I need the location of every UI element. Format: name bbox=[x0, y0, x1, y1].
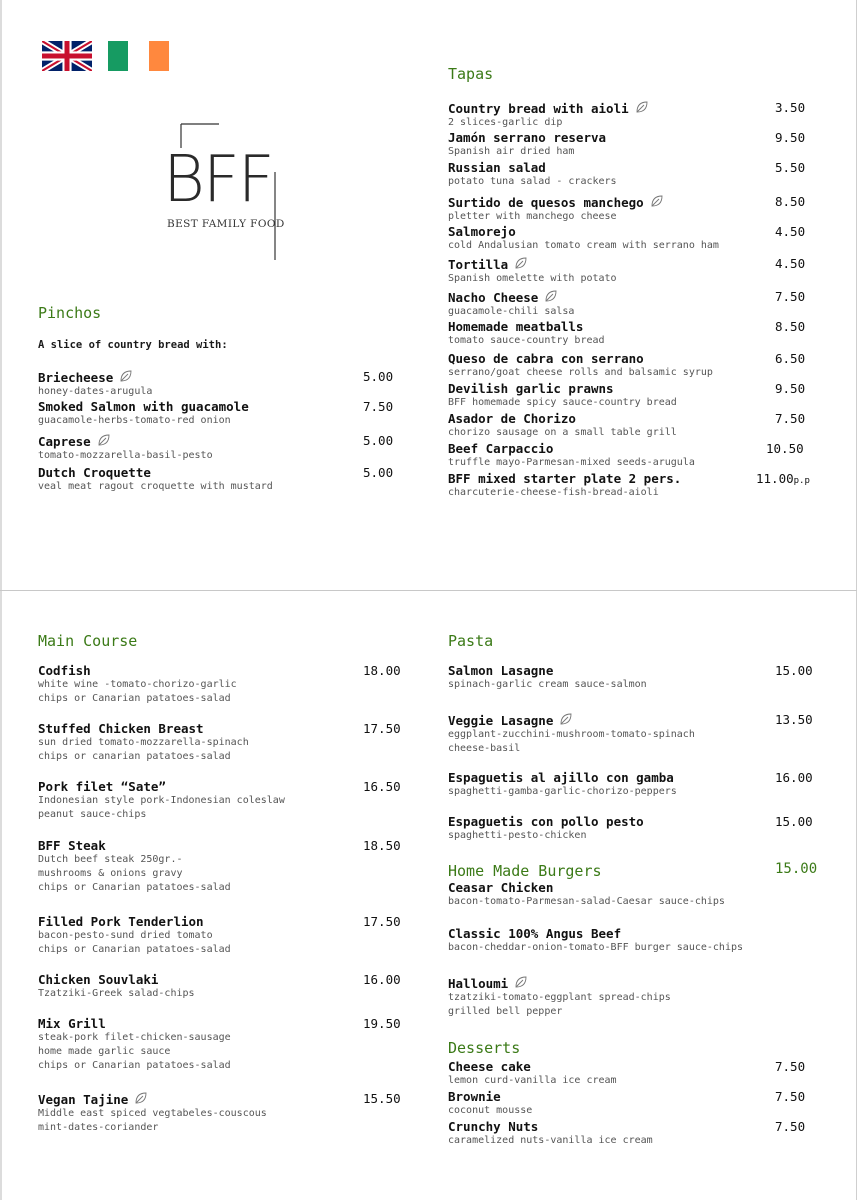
item-desc: steak-pork filet-chicken-sausage bbox=[38, 1032, 231, 1043]
item-name: Stuffed Chicken Breast bbox=[38, 721, 204, 736]
item-desc: bacon-tomato-Parmesan-salad-Caesar sauce-chips bbox=[448, 896, 725, 907]
item-price: 13.50 bbox=[775, 712, 813, 727]
item-price: 7.50 bbox=[775, 1059, 806, 1074]
item-desc: bacon-cheddar-onion-tomato-BFF burger sauce-chips bbox=[448, 942, 744, 953]
tapas-item bbox=[448, 441, 695, 470]
item-name: Asador de Chorizo bbox=[448, 411, 576, 426]
item-name: Nacho Cheese bbox=[448, 290, 539, 305]
tapas-item bbox=[448, 351, 713, 380]
item-desc: charcuterie-cheese-fish-bread-aioli bbox=[448, 487, 659, 498]
leaf-icon bbox=[650, 194, 664, 208]
burgers-title: Home Made Burgers bbox=[448, 862, 602, 880]
leaf-icon bbox=[559, 712, 573, 726]
main-course-item bbox=[38, 663, 237, 706]
item-desc: guacamole-chili salsa bbox=[448, 306, 575, 317]
leaf-icon bbox=[544, 289, 558, 303]
item-price: 4.50 bbox=[775, 224, 806, 239]
item-price: 7.50 bbox=[775, 1119, 806, 1134]
item-desc: pletter with manchego cheese bbox=[448, 211, 617, 222]
item-name: Salmorejo bbox=[448, 224, 516, 239]
pinchos-item bbox=[38, 399, 249, 428]
item-desc: mint-dates-coriander bbox=[38, 1122, 159, 1133]
item-desc: honey-dates-arugula bbox=[38, 386, 153, 397]
item-name: Queso de cabra con serrano bbox=[448, 351, 644, 366]
pinchos-intro: A slice of country bread with: bbox=[38, 339, 228, 351]
item-desc: chips or Canarian patatoes-salad bbox=[38, 944, 231, 955]
item-price: 6.50 bbox=[775, 351, 806, 366]
item-name: Veggie Lasagne bbox=[448, 713, 554, 728]
item-price: 19.50 bbox=[363, 1016, 401, 1031]
item-price: 17.50 bbox=[363, 914, 401, 929]
main-course-item bbox=[38, 1091, 267, 1135]
item-desc: peanut sauce-chips bbox=[38, 809, 147, 820]
item-desc: 2 slices-garlic dip bbox=[448, 117, 563, 128]
main-course-item bbox=[38, 779, 285, 822]
pasta-item bbox=[448, 712, 695, 756]
page-edge-left bbox=[0, 0, 2, 1200]
dessert-item bbox=[448, 1059, 617, 1088]
item-price: 3.50 bbox=[775, 100, 806, 115]
item-desc: veal meat ragout croquette with mustard bbox=[38, 481, 273, 492]
dessert-item bbox=[448, 1119, 653, 1148]
item-desc: Spanish air dried ham bbox=[448, 146, 575, 157]
item-price: 18.50 bbox=[363, 838, 401, 853]
item-name: BFF mixed starter plate 2 pers. bbox=[448, 471, 682, 486]
item-price bbox=[756, 471, 810, 489]
main-course-item bbox=[38, 721, 249, 764]
item-name: Russian salad bbox=[448, 160, 546, 175]
item-desc: mushrooms & onions gravy bbox=[38, 868, 183, 879]
item-price: 4.50 bbox=[775, 256, 806, 271]
item-price: 9.50 bbox=[775, 130, 806, 145]
item-name: Surtido de quesos manchego bbox=[448, 195, 644, 210]
item-name: Brownie bbox=[448, 1089, 501, 1104]
pasta-item bbox=[448, 814, 644, 843]
leaf-icon bbox=[119, 369, 133, 383]
item-desc: chips or Canarian patatoes-salad bbox=[38, 1060, 231, 1071]
item-name: Beef Carpaccio bbox=[448, 441, 554, 456]
pasta-title: Pasta bbox=[448, 632, 494, 650]
main-course-item bbox=[38, 838, 231, 895]
item-desc: tomato sauce-country bread bbox=[448, 335, 605, 346]
item-price: 5.00 bbox=[363, 369, 394, 384]
burger-item bbox=[448, 926, 743, 955]
dessert-item bbox=[448, 1089, 532, 1118]
item-desc: guacamole-herbs-tomato-red onion bbox=[38, 415, 231, 426]
item-price: 10.50 bbox=[766, 441, 804, 456]
leaf-icon bbox=[97, 433, 111, 447]
pasta-item bbox=[448, 663, 647, 692]
item-desc: truffle mayo-Parmesan-mixed seeds-arugula bbox=[448, 457, 695, 468]
item-price: 7.50 bbox=[363, 399, 394, 414]
tapas-item bbox=[448, 130, 606, 159]
item-name: Caprese bbox=[38, 434, 91, 449]
tapas-item bbox=[448, 100, 649, 130]
item-name: Cheese cake bbox=[448, 1059, 531, 1074]
item-desc: spaghetti-gamba-garlic-chorizo-peppers bbox=[448, 786, 677, 797]
item-desc: chips or canarian patatoes-salad bbox=[38, 751, 231, 762]
item-desc: cold Andalusian tomato cream with serrano ham bbox=[448, 240, 719, 251]
item-desc: home made garlic sauce bbox=[38, 1046, 171, 1057]
item-desc: spinach-garlic cream sauce-salmon bbox=[448, 679, 647, 690]
item-price: 17.50 bbox=[363, 721, 401, 736]
item-name: Homemade meatballs bbox=[448, 319, 584, 334]
brand-logo bbox=[161, 122, 293, 262]
item-name: Briecheese bbox=[38, 370, 114, 385]
item-desc: Tzatziki-Greek salad-chips bbox=[38, 988, 195, 999]
item-desc: cheese-basil bbox=[448, 743, 521, 754]
pasta-item bbox=[448, 770, 677, 799]
item-desc: Dutch beef steak 250gr.- bbox=[38, 854, 183, 865]
pinchos-item bbox=[38, 465, 273, 494]
item-desc: serrano/goat cheese rolls and balsamic syrup bbox=[448, 367, 713, 378]
item-price: 5.00 bbox=[363, 465, 394, 480]
item-price: 18.00 bbox=[363, 663, 401, 678]
item-desc: bacon-pesto-sund dried tomato bbox=[38, 930, 213, 941]
item-desc: Indonesian style pork-Indonesian coleslaw bbox=[38, 795, 285, 806]
price-value: 11.00 bbox=[756, 471, 794, 486]
item-name: Chicken Souvlaki bbox=[38, 972, 159, 987]
pinchos-title: Pinchos bbox=[38, 304, 102, 322]
item-desc: Middle east spiced vegtabeles-couscous bbox=[38, 1108, 267, 1119]
item-desc: tzatziki-tomato-eggplant spread-chips bbox=[448, 992, 671, 1003]
leaf-icon bbox=[635, 100, 649, 114]
page-divider bbox=[0, 590, 857, 591]
item-desc: coconut mousse bbox=[448, 1105, 533, 1116]
burger-item bbox=[448, 975, 671, 1019]
item-price: 15.00 bbox=[775, 663, 813, 678]
item-desc: BFF homemade spicy sauce-country bread bbox=[448, 397, 677, 408]
tapas-item bbox=[448, 319, 605, 348]
item-price: 7.50 bbox=[775, 289, 806, 304]
item-desc: chorizo sausage on a small table grill bbox=[448, 427, 677, 438]
tapas-item bbox=[448, 471, 681, 500]
item-desc: Spanish omelette with potato bbox=[448, 273, 617, 284]
item-desc: white wine -tomato-chorizo-garlic bbox=[38, 679, 237, 690]
item-price: 16.00 bbox=[775, 770, 813, 785]
pinchos-item bbox=[38, 369, 152, 399]
price-suffix: p.p bbox=[793, 476, 810, 486]
item-desc: caramelized nuts-vanilla ice cream bbox=[448, 1135, 653, 1146]
item-name: BFF Steak bbox=[38, 838, 106, 853]
item-price: 9.50 bbox=[775, 381, 806, 396]
item-price: 8.50 bbox=[775, 319, 806, 334]
item-desc: chips or Canarian patatoes-salad bbox=[38, 882, 231, 893]
item-price: 7.50 bbox=[775, 1089, 806, 1104]
desserts-title: Desserts bbox=[448, 1039, 521, 1057]
item-desc: tomato-mozzarella-basil-pesto bbox=[38, 450, 213, 461]
item-price: 15.50 bbox=[363, 1091, 401, 1106]
tapas-item bbox=[448, 160, 617, 189]
pinchos-item bbox=[38, 433, 213, 463]
item-name: Jamón serrano reserva bbox=[448, 130, 607, 145]
item-price: 15.00 bbox=[775, 814, 813, 829]
item-name: Filled Pork Tenderlion bbox=[38, 914, 204, 929]
item-name: Crunchy Nuts bbox=[448, 1119, 539, 1134]
brand-tagline: BEST FAMILY FOOD bbox=[167, 218, 285, 230]
item-name: Ceasar Chicken bbox=[448, 880, 554, 895]
main-course-item bbox=[38, 972, 195, 1001]
tapas-title: Tapas bbox=[448, 65, 494, 83]
item-desc: grilled bell pepper bbox=[448, 1006, 563, 1017]
item-price: 5.00 bbox=[363, 433, 394, 448]
item-price: 5.50 bbox=[775, 160, 806, 175]
burger-item bbox=[448, 880, 725, 909]
item-name: Dutch Croquette bbox=[38, 465, 151, 480]
item-desc: chips or Canarian patatoes-salad bbox=[38, 693, 231, 704]
item-name: Classic 100% Angus Beef bbox=[448, 926, 622, 941]
item-name: Mix Grill bbox=[38, 1016, 106, 1031]
item-name: Vegan Tajine bbox=[38, 1092, 129, 1107]
item-name: Espaguetis al ajillo con gamba bbox=[448, 770, 674, 785]
item-price: 7.50 bbox=[775, 411, 806, 426]
item-desc: sun dried tomato-mozzarella-spinach bbox=[38, 737, 249, 748]
item-name: Espaguetis con pollo pesto bbox=[448, 814, 644, 829]
leaf-icon bbox=[134, 1091, 148, 1105]
item-desc: lemon curd-vanilla ice cream bbox=[448, 1075, 617, 1086]
main-course-title: Main Course bbox=[38, 632, 138, 650]
main-course-item bbox=[38, 1016, 231, 1073]
item-desc: eggplant-zucchini-mushroom-tomato-spinach bbox=[448, 729, 695, 740]
item-desc: potato tuna salad - crackers bbox=[448, 176, 617, 187]
item-name: Country bread with aioli bbox=[448, 101, 629, 116]
item-desc: spaghetti-pesto-chicken bbox=[448, 830, 587, 841]
item-name: Devilish garlic prawns bbox=[448, 381, 614, 396]
leaf-icon bbox=[514, 256, 528, 270]
item-price: 16.50 bbox=[363, 779, 401, 794]
tapas-item bbox=[448, 224, 719, 253]
burgers-price: 15.00 bbox=[775, 861, 818, 877]
item-name: Smoked Salmon with guacamole bbox=[38, 399, 249, 414]
brand-letters: BFF bbox=[163, 143, 273, 217]
item-name: Pork filet “Sate” bbox=[38, 779, 166, 794]
item-name: Halloumi bbox=[448, 976, 509, 991]
item-name: Tortilla bbox=[448, 257, 509, 272]
tapas-item bbox=[448, 194, 664, 224]
uk-flag-icon[interactable] bbox=[42, 41, 92, 71]
tapas-item bbox=[448, 256, 617, 286]
tapas-item bbox=[448, 381, 677, 410]
leaf-icon bbox=[514, 975, 528, 989]
main-course-item bbox=[38, 914, 231, 957]
ireland-flag-icon[interactable] bbox=[108, 41, 169, 71]
item-price: 16.00 bbox=[363, 972, 401, 987]
item-name: Salmon Lasagne bbox=[448, 663, 554, 678]
item-price: 8.50 bbox=[775, 194, 806, 209]
tapas-item bbox=[448, 411, 677, 440]
tapas-item bbox=[448, 289, 574, 319]
item-name: Codfish bbox=[38, 663, 91, 678]
